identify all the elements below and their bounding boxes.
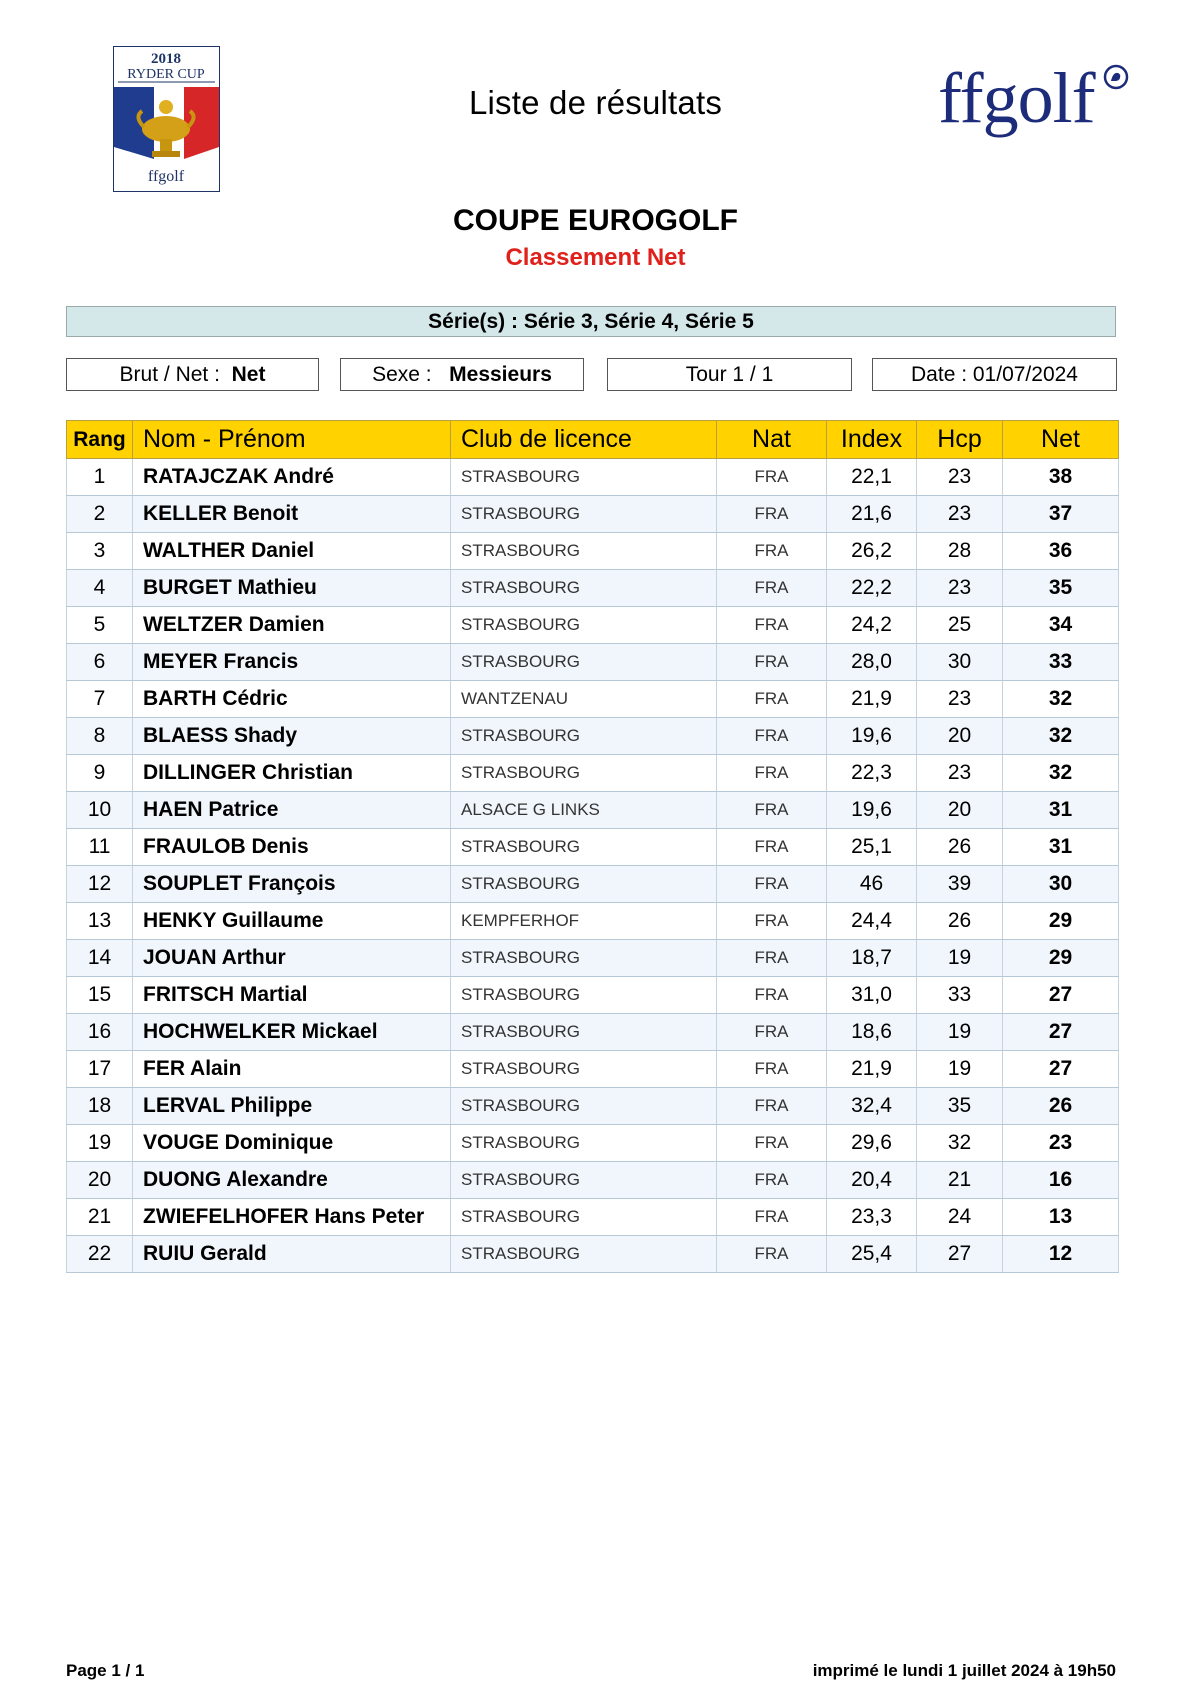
col-header-nat: Nat — [717, 421, 827, 459]
cell-net: 31 — [1003, 792, 1119, 829]
brut-net-label: Brut / Net : — [119, 363, 220, 386]
cell-rang: 6 — [67, 644, 133, 681]
cell-name: HAEN Patrice — [133, 792, 451, 829]
table-row — [67, 1236, 1119, 1273]
cell-nat: FRA — [717, 829, 827, 866]
cell-club: STRASBOURG — [451, 1125, 717, 1162]
logo-name: RYDER CUP — [127, 67, 205, 82]
cell-club: STRASBOURG — [451, 755, 717, 792]
table-row — [67, 496, 1119, 533]
table-row — [67, 533, 1119, 570]
cell-rang: 12 — [67, 866, 133, 903]
cell-index: 18,6 — [827, 1014, 917, 1051]
cell-rang: 20 — [67, 1162, 133, 1199]
cell-hcp: 30 — [917, 644, 1003, 681]
cell-nat: FRA — [717, 977, 827, 1014]
cell-name: VOUGE Dominique — [133, 1125, 451, 1162]
cell-net: 16 — [1003, 1162, 1119, 1199]
cell-net: 23 — [1003, 1125, 1119, 1162]
cell-index: 21,6 — [827, 496, 917, 533]
ffgolf-logo-text: ffgolf — [938, 58, 1095, 138]
cell-net: 35 — [1003, 570, 1119, 607]
cell-hcp: 23 — [917, 459, 1003, 496]
cell-club: STRASBOURG — [451, 829, 717, 866]
cell-net: 33 — [1003, 644, 1119, 681]
cell-name: RUIU Gerald — [133, 1236, 451, 1273]
sexe-box — [340, 358, 584, 391]
cell-nat: FRA — [717, 533, 827, 570]
cell-club: STRASBOURG — [451, 459, 717, 496]
cell-name: WALTHER Daniel — [133, 533, 451, 570]
table-row — [67, 792, 1119, 829]
table-row — [67, 607, 1119, 644]
table-row — [67, 1014, 1119, 1051]
logo-year: 2018 — [151, 51, 181, 67]
cell-rang: 8 — [67, 718, 133, 755]
cell-name: HENKY Guillaume — [133, 903, 451, 940]
cell-club: KEMPFERHOF — [451, 903, 717, 940]
footer-page-number: Page 1 / 1 — [66, 1661, 145, 1680]
cell-name: ZWIEFELHOFER Hans Peter — [133, 1199, 451, 1236]
cell-rang: 5 — [67, 607, 133, 644]
col-header-rang: Rang — [67, 421, 133, 459]
cell-nat: FRA — [717, 1162, 827, 1199]
cell-index: 20,4 — [827, 1162, 917, 1199]
cell-index: 19,6 — [827, 718, 917, 755]
cell-hcp: 23 — [917, 570, 1003, 607]
cell-club: ALSACE G LINKS — [451, 792, 717, 829]
cell-rang: 9 — [67, 755, 133, 792]
cell-hcp: 24 — [917, 1199, 1003, 1236]
cell-club: STRASBOURG — [451, 1014, 717, 1051]
cell-index: 29,6 — [827, 1125, 917, 1162]
cell-name: FER Alain — [133, 1051, 451, 1088]
table-row — [67, 940, 1119, 977]
table-row — [67, 1088, 1119, 1125]
cell-club: STRASBOURG — [451, 866, 717, 903]
cell-net: 12 — [1003, 1236, 1119, 1273]
cell-club: STRASBOURG — [451, 718, 717, 755]
cell-rang: 15 — [67, 977, 133, 1014]
cell-index: 24,2 — [827, 607, 917, 644]
cell-index: 21,9 — [827, 1051, 917, 1088]
cell-club: STRASBOURG — [451, 1162, 717, 1199]
cell-rang: 16 — [67, 1014, 133, 1051]
cell-net: 13 — [1003, 1199, 1119, 1236]
cell-net: 27 — [1003, 977, 1119, 1014]
table-row — [67, 1199, 1119, 1236]
cell-hcp: 21 — [917, 1162, 1003, 1199]
sexe-label: Sexe : — [372, 363, 432, 386]
cell-rang: 18 — [67, 1088, 133, 1125]
ffgolf-logo — [938, 58, 1138, 152]
cell-hcp: 26 — [917, 829, 1003, 866]
cell-net: 32 — [1003, 718, 1119, 755]
cell-nat: FRA — [717, 1236, 827, 1273]
table-header-row — [67, 421, 1119, 459]
cell-rang: 22 — [67, 1236, 133, 1273]
table-row — [67, 1051, 1119, 1088]
cell-net: 30 — [1003, 866, 1119, 903]
cell-net: 37 — [1003, 496, 1119, 533]
cell-index: 22,1 — [827, 459, 917, 496]
cell-hcp: 33 — [917, 977, 1003, 1014]
table-row — [67, 1125, 1119, 1162]
cell-name: RATAJCZAK André — [133, 459, 451, 496]
cell-net: 34 — [1003, 607, 1119, 644]
cell-nat: FRA — [717, 1014, 827, 1051]
cell-name: DILLINGER Christian — [133, 755, 451, 792]
cell-rang: 21 — [67, 1199, 133, 1236]
tour-box: Tour 1 / 1 — [607, 358, 852, 391]
competition-name: COUPE EUROGOLF — [452, 204, 738, 237]
cell-rang: 17 — [67, 1051, 133, 1088]
cell-club: STRASBOURG — [451, 940, 717, 977]
cell-hcp: 19 — [917, 1014, 1003, 1051]
logo-brand: ffgolf — [147, 168, 185, 185]
cell-nat: FRA — [717, 903, 827, 940]
cell-nat: FRA — [717, 607, 827, 644]
cell-nat: FRA — [717, 755, 827, 792]
cell-hcp: 26 — [917, 903, 1003, 940]
table-row — [67, 903, 1119, 940]
cell-name: KELLER Benoit — [133, 496, 451, 533]
table-row — [67, 977, 1119, 1014]
cell-net: 32 — [1003, 755, 1119, 792]
cell-rang: 10 — [67, 792, 133, 829]
cell-hcp: 19 — [917, 940, 1003, 977]
sexe-value: Messieurs — [449, 363, 552, 386]
table-row — [67, 681, 1119, 718]
cell-index: 46 — [827, 866, 917, 903]
date-box: Date : 01/07/2024 — [872, 358, 1117, 391]
cell-net: 36 — [1003, 533, 1119, 570]
cell-name: FRAULOB Denis — [133, 829, 451, 866]
cell-index: 23,3 — [827, 1199, 917, 1236]
cell-name: LERVAL Philippe — [133, 1088, 451, 1125]
cell-rang: 11 — [67, 829, 133, 866]
cell-name: FRITSCH Martial — [133, 977, 451, 1014]
cell-hcp: 28 — [917, 533, 1003, 570]
table-row — [67, 1162, 1119, 1199]
cell-index: 19,6 — [827, 792, 917, 829]
cell-hcp: 23 — [917, 755, 1003, 792]
cell-nat: FRA — [717, 644, 827, 681]
cell-nat: FRA — [717, 940, 827, 977]
cell-club: STRASBOURG — [451, 1199, 717, 1236]
cell-index: 21,9 — [827, 681, 917, 718]
col-header-net: Net — [1003, 421, 1119, 459]
cell-hcp: 19 — [917, 1051, 1003, 1088]
cell-net: 27 — [1003, 1051, 1119, 1088]
cell-name: JOUAN Arthur — [133, 940, 451, 977]
results-body — [67, 459, 1119, 1273]
series-bar: Série(s) : Série 3, Série 4, Série 5 — [66, 306, 1116, 337]
cell-name: DUONG Alexandre — [133, 1162, 451, 1199]
cell-index: 18,7 — [827, 940, 917, 977]
cell-index: 25,1 — [827, 829, 917, 866]
col-header-nom: Nom - Prénom — [133, 421, 451, 459]
cell-name: MEYER Francis — [133, 644, 451, 681]
cell-rang: 4 — [67, 570, 133, 607]
cell-hcp: 23 — [917, 496, 1003, 533]
cell-index: 24,4 — [827, 903, 917, 940]
table-row — [67, 829, 1119, 866]
cell-nat: FRA — [717, 681, 827, 718]
ranking-type: Classement Net — [505, 244, 686, 271]
cell-name: SOUPLET François — [133, 866, 451, 903]
cell-nat: FRA — [717, 866, 827, 903]
table-row — [67, 570, 1119, 607]
cell-nat: FRA — [717, 1088, 827, 1125]
cell-name: WELTZER Damien — [133, 607, 451, 644]
cell-club: WANTZENAU — [451, 681, 717, 718]
cell-index: 22,3 — [827, 755, 917, 792]
cell-net: 29 — [1003, 903, 1119, 940]
cell-name: BURGET Mathieu — [133, 570, 451, 607]
cell-rang: 2 — [67, 496, 133, 533]
cell-net: 38 — [1003, 459, 1119, 496]
results-table — [66, 420, 1119, 1273]
cell-index: 28,0 — [827, 644, 917, 681]
cell-club: STRASBOURG — [451, 496, 717, 533]
cell-nat: FRA — [717, 1125, 827, 1162]
cell-hcp: 20 — [917, 718, 1003, 755]
cell-hcp: 32 — [917, 1125, 1003, 1162]
cell-index: 32,4 — [827, 1088, 917, 1125]
cell-club: STRASBOURG — [451, 570, 717, 607]
cell-index: 31,0 — [827, 977, 917, 1014]
cell-net: 31 — [1003, 829, 1119, 866]
cell-net: 29 — [1003, 940, 1119, 977]
cell-rang: 14 — [67, 940, 133, 977]
cell-rang: 1 — [67, 459, 133, 496]
cell-rang: 7 — [67, 681, 133, 718]
page-title: Liste de résultats — [468, 84, 723, 121]
cell-nat: FRA — [717, 718, 827, 755]
cell-index: 26,2 — [827, 533, 917, 570]
registered-rooster-icon — [1103, 64, 1129, 90]
cell-club: STRASBOURG — [451, 977, 717, 1014]
col-header-hcp: Hcp — [917, 421, 1003, 459]
brut-net-value: Net — [231, 363, 266, 386]
cell-nat: FRA — [717, 570, 827, 607]
cell-nat: FRA — [717, 1051, 827, 1088]
cell-hcp: 20 — [917, 792, 1003, 829]
footer-printed-date: imprimé le lundi 1 juillet 2024 à 19h50 — [812, 1661, 1116, 1680]
cell-name: BARTH Cédric — [133, 681, 451, 718]
table-row — [67, 459, 1119, 496]
cell-net: 26 — [1003, 1088, 1119, 1125]
table-row — [67, 644, 1119, 681]
cell-hcp: 27 — [917, 1236, 1003, 1273]
cell-rang: 13 — [67, 903, 133, 940]
cell-nat: FRA — [717, 459, 827, 496]
cell-club: STRASBOURG — [451, 1051, 717, 1088]
cell-net: 27 — [1003, 1014, 1119, 1051]
cell-club: STRASBOURG — [451, 644, 717, 681]
cell-rang: 3 — [67, 533, 133, 570]
cell-club: STRASBOURG — [451, 533, 717, 570]
table-row — [67, 755, 1119, 792]
cell-nat: FRA — [717, 496, 827, 533]
cell-net: 32 — [1003, 681, 1119, 718]
brut-net-box — [66, 358, 319, 391]
cell-name: HOCHWELKER Mickael — [133, 1014, 451, 1051]
cell-hcp: 25 — [917, 607, 1003, 644]
col-header-index: Index — [827, 421, 917, 459]
cell-hcp: 23 — [917, 681, 1003, 718]
cell-nat: FRA — [717, 792, 827, 829]
cell-hcp: 35 — [917, 1088, 1003, 1125]
cell-index: 22,2 — [827, 570, 917, 607]
cell-nat: FRA — [717, 1199, 827, 1236]
table-row — [67, 718, 1119, 755]
cell-index: 25,4 — [827, 1236, 917, 1273]
cell-rang: 19 — [67, 1125, 133, 1162]
cell-club: STRASBOURG — [451, 1088, 717, 1125]
cell-club: STRASBOURG — [451, 1236, 717, 1273]
table-row — [67, 866, 1119, 903]
cell-club: STRASBOURG — [451, 607, 717, 644]
cell-hcp: 39 — [917, 866, 1003, 903]
col-header-club: Club de licence — [451, 421, 717, 459]
cell-name: BLAESS Shady — [133, 718, 451, 755]
